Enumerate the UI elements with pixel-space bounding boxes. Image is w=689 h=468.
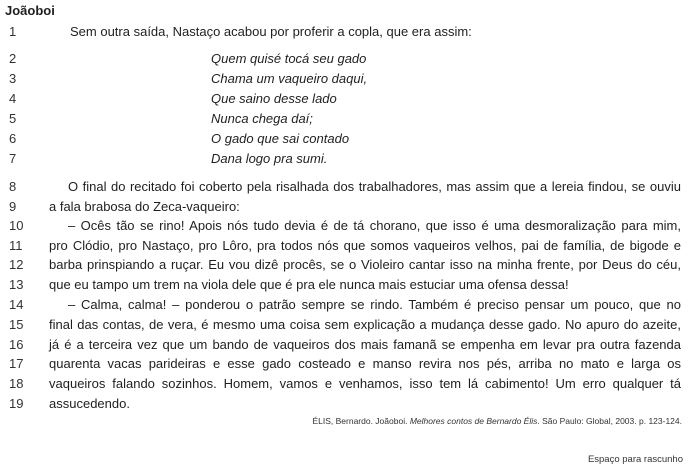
scratch-space-label: Espaço para rascunho: [587, 454, 683, 465]
poem-verse: Que saino desse lado: [211, 91, 337, 106]
line-number: 3: [9, 71, 17, 86]
poem-verse: Chama um vaqueiro daqui,: [211, 71, 368, 86]
line-number: 14: [9, 297, 24, 312]
text-line: barba prinspiando a ruçar. Eu vou dizê procês, se o Violeiro cantar isso na minha frente, por Deus do céu,: [49, 257, 681, 272]
line-number: 17: [9, 356, 24, 371]
text-line: a fala brabosa do Zeca-vaqueiro:: [49, 199, 240, 214]
text-title: Joãoboi: [5, 3, 55, 18]
line-number: 9: [9, 199, 17, 214]
poem-verse: O gado que sai contado: [211, 131, 350, 146]
line-number: 5: [9, 111, 17, 126]
line-number: 2: [9, 51, 17, 66]
poem-verse: Nunca chega daí;: [211, 111, 313, 126]
poem-verse: Dana logo pra sumi.: [211, 151, 328, 166]
bibliographic-reference: [312, 416, 682, 426]
text-line: – Calma, calma! – ponderou o patrão sempre se rindo. Também é preciso pensar um pouco, que no: [68, 297, 681, 312]
text-line: – Ocês tão se rino! Apois nós tudo devia é de tá chorano, que isso é uma desmoralização para mim,: [68, 218, 681, 233]
line-number: 4: [9, 91, 17, 106]
text-line: Sem outra saída, Nastaço acabou por proferir a copla, que era assim:: [70, 24, 472, 39]
line-number: 18: [9, 376, 24, 391]
line-number: 8: [9, 179, 17, 194]
line-number: 13: [9, 277, 24, 292]
text-line: final das contas, de vera, é mesmo uma coisa sem explicação a mudança desse gado. No apuro do azeite,: [49, 317, 681, 332]
text-line: que eu tampo um trem na viola dele que é pra ele nunca mais estuciar uma ofensa dessa!: [49, 277, 569, 292]
text-line: O final do recitado foi coberto pela risalhada dos trabalhadores, mas assim que a lereia findou, se ouviu: [68, 179, 681, 194]
line-number: 1: [9, 24, 17, 39]
line-number: 16: [9, 337, 24, 352]
text-line: já é a terceira vez que um bando de vaqueiros dos mais famanã se empenha em levar pra outra fazenda: [49, 337, 681, 352]
reference-text: . São Paulo: Global, 2003. p. 123-124.: [537, 416, 682, 426]
line-number: 19: [9, 396, 24, 411]
text-line: quarenta vacas parideiras e esse gado costeado e manso revira nos pés, arriba no mato e larga os: [49, 356, 681, 371]
line-number: 11: [9, 238, 23, 253]
line-number: 6: [9, 131, 17, 146]
line-number: 7: [9, 151, 17, 166]
line-number: 10: [9, 218, 24, 233]
reference-text: ÉLIS, Bernardo. Joãoboi.: [312, 416, 410, 426]
text-line: pro Clódio, pro Nastaço, pro Lôro, pra todos nós que somos vaqueiros velhos, pai de família, de bigode e: [49, 238, 681, 253]
line-number: 12: [9, 257, 24, 272]
text-line: assucedendo.: [49, 396, 130, 411]
poem-verse: Quem quisé tocá seu gado: [211, 51, 367, 66]
reference-book-title: Melhores contos de Bernardo Élis: [409, 416, 538, 426]
text-line: vaqueiros falando sozinhos. Homem, vamos e venhamos, isso tem lá cabimento! Um erro qualquer tá: [49, 376, 681, 391]
line-number: 15: [9, 317, 24, 332]
